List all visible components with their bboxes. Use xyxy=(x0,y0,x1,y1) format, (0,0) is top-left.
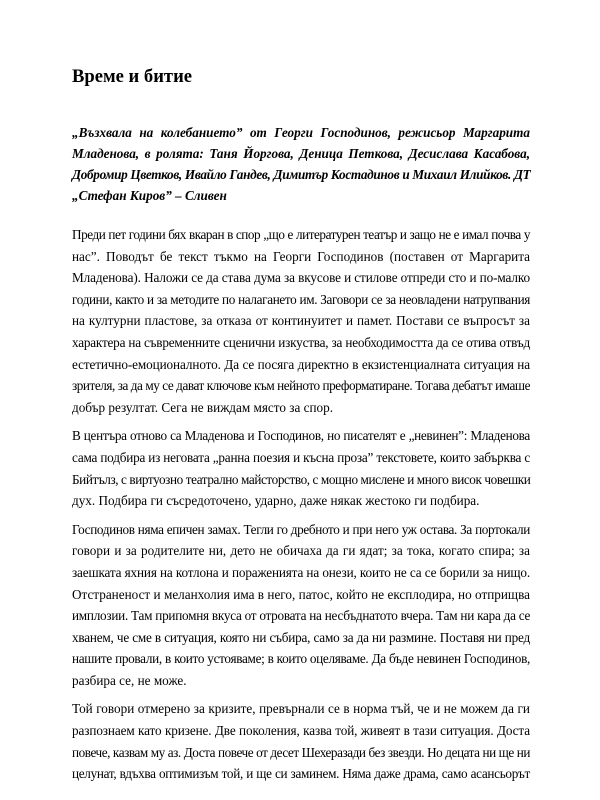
text-line: целунат, вдъхва оптимизъм той, и ще си заминем. Няма даже драма, само асансьорът xyxy=(72,766,530,782)
paragraph-3 xyxy=(72,519,530,692)
text-line: характера на съвременните сценични изкуства, за необходимостта да се отива отвъд xyxy=(72,334,530,350)
text-line: имплозии. Там припомня вкуса от отровата на несбъднатото вчера. Там ни кара да се xyxy=(72,608,531,624)
text-line: Отстраненост и меланхолия има в него, патос, който не експлодира, но отприщва xyxy=(72,586,530,602)
subtitle-line: „Възхвала на колебанието” от Георги Господинов, режисьор Маргарита xyxy=(72,125,530,140)
paragraph-2 xyxy=(72,425,530,511)
text-line: нашите провали, в които устояваме; в които оцеляваме. Да бъде невинен Господинов, xyxy=(72,651,530,667)
text-line: разбира се, не може. xyxy=(72,672,187,688)
paragraph-4 xyxy=(72,698,530,784)
text-line: Той говори отмерено за кризите, превърнали се в норма тъй, че и не можем да ги xyxy=(72,701,530,717)
text-line: заешката яхния на котлона и пораженията на онези, които не са се борили за нищо. xyxy=(72,564,530,580)
text-line: дух. Подбира ги съсредоточено, ударно, даже някак жестоко ги подбира. xyxy=(72,493,480,509)
text-line: Господинов няма епичен замах. Тегли го дребното и при него уж остава. За портокали xyxy=(72,521,530,537)
article-body xyxy=(72,224,530,792)
text-line: естетично-емоционалното. Да се посяга директно в екзистенциалната ситуация на xyxy=(72,356,530,372)
text-line: повече, казвам му аз. Доста повече от десет Шехеразади без звезди. Но децата ни ще ни xyxy=(72,744,530,760)
text-line: години, както и за методите по налагането им. Заговори се за неовладени натрупвания xyxy=(72,291,530,307)
text-line: на културни пластове, за отказа от континуитет и памет. Постави се въпросът за xyxy=(72,313,530,329)
article-title: Време и битие xyxy=(72,66,193,87)
text-line: говори и за родителите ни, дето не обичаха да ги ядат; за тока, когато спира; за xyxy=(72,543,530,559)
subtitle-line: „Стефан Киров” – Сливен xyxy=(72,188,227,203)
document-page xyxy=(72,0,530,800)
paragraph-1 xyxy=(72,224,530,418)
text-line: Бийтълз, с виртуозно театрално майсторство, с мощно мислене и много висок човешки xyxy=(72,471,531,487)
text-line: хванем, че сме в ситуация, която ни събира, само за да ни размине. Поставя ни пред xyxy=(72,629,530,645)
text-line: Младенова). Наложи се да става дума за вкусове и стилове отпреди сто и по-малко xyxy=(72,270,530,286)
text-line: зрителя, за да му се дават ключове към нейното преформатиране. Тогава дебатът имаше xyxy=(72,378,530,394)
text-line: добър резултат. Сега не виждам място за спор. xyxy=(72,399,334,415)
text-line: В центъра отново са Младенова и Господинов, но писателят е „невинен”: Младенова xyxy=(72,428,530,444)
text-line: сама подбира из неговата „ранна поезия и късна проза” текстовете, които забърква с xyxy=(72,449,530,465)
article-subtitle xyxy=(72,122,530,206)
text-line: разпознаем като кризене. Две поколения, казва той, живеят в тази ситуация. Доста xyxy=(72,723,530,739)
text-line: Преди пет години бях вкаран в спор „що е литературен театър и защо не е имал почва у xyxy=(72,227,530,242)
subtitle-line: Младенова, в ролята: Таня Йоргова, Деница Петкова, Десислава Касабова, xyxy=(72,146,530,161)
subtitle-line: Добромир Цветков, Ивайло Гандев, Димитър Костадинов и Михаил Илийков. ДТ xyxy=(72,167,531,182)
text-line: нас”. Поводът бе текст тъкмо на Георги Господинов (поставен от Маргарита xyxy=(72,248,530,264)
